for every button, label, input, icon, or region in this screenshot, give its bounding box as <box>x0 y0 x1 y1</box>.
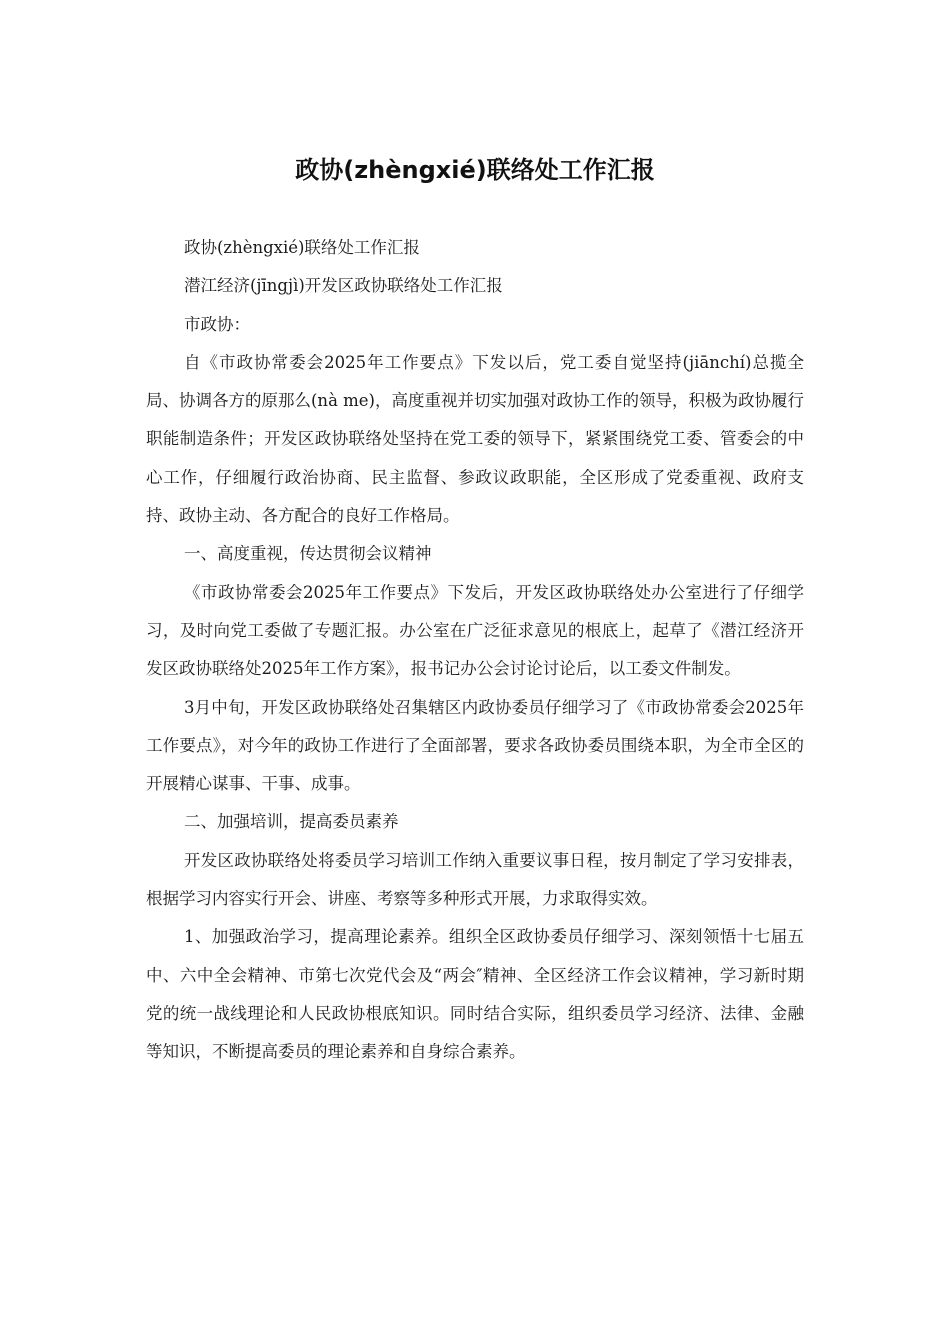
paragraph-section2-a: 开发区政协联络处将委员学习培训工作纳入重要议事日程，按月制定了学习安排表，根据学习内容实行开会、讲座、考察等多种形式开展，力求取得实效。 <box>146 850 804 909</box>
paragraph-report-heading: 潜江经济(jīngjì)开发区政协联络处工作汇报 <box>183 276 503 296</box>
document-body <box>146 229 804 1072</box>
paragraph-subtitle: 政协(zhèngxié)联络处工作汇报 <box>183 238 420 257</box>
document-title: 政协(zhèngxié)联络处工作汇报 <box>295 156 655 184</box>
paragraph-salutation: 市政协： <box>183 314 250 334</box>
paragraph-section1-b: 3月中旬，开发区政协联络处召集辖区内政协委员仔细学习了《市政协常委会2025年工作要点》，对今年的政协工作进行了全面部署，要求各政协委员围绕本职，为全市全区的开展精心谋事、干事、成事。 <box>146 697 804 794</box>
paragraph-intro: 自《市政协常委会2025年工作要点》下发以后，党工委自觉坚持(jiānchí)总揽全局、协调各方的原那么(nà me)，高度重视并切实加强对政协工作的领导，积极为政协履行职能制造条件；开发区政协联络处坚持在党工委的领导下，紧紧围绕党工委、管委会的中心工作，仔细履行政治协商、民主监督、参政议政职能，全区形成了党委重视、政府支持、政协主动、各方配合的良好工作格局。 <box>146 352 804 526</box>
paragraph-section1-a: 《市政协常委会2025年工作要点》下发后，开发区政协联络处办公室进行了仔细学习，及时向党工委做了专题汇报。办公室在广泛征求意见的根底上，起草了《潜江经济开发区政协联络处2025年工作方案》，报书记办公会讨论讨论后，以工委文件制发。 <box>146 582 804 679</box>
section-heading-2: 二、加强培训，提高委员素养 <box>183 812 399 832</box>
paragraph-section2-b: 1、加强政治学习，提高理论素养。组织全区政协委员仔细学习、深刻领悟十七届五中、六中全会精神、市第七次党代会及“两会″精神、全区经济工作会议精神，学习新时期党的统一战线理论和人民政协根底知识。同时结合实际，组织委员学习经济、法律、金融等知识，不断提高委员的理论素养和自身综合素养。 <box>146 927 804 1062</box>
section-heading-1: 一、高度重视，传达贯彻会议精神 <box>183 544 432 564</box>
